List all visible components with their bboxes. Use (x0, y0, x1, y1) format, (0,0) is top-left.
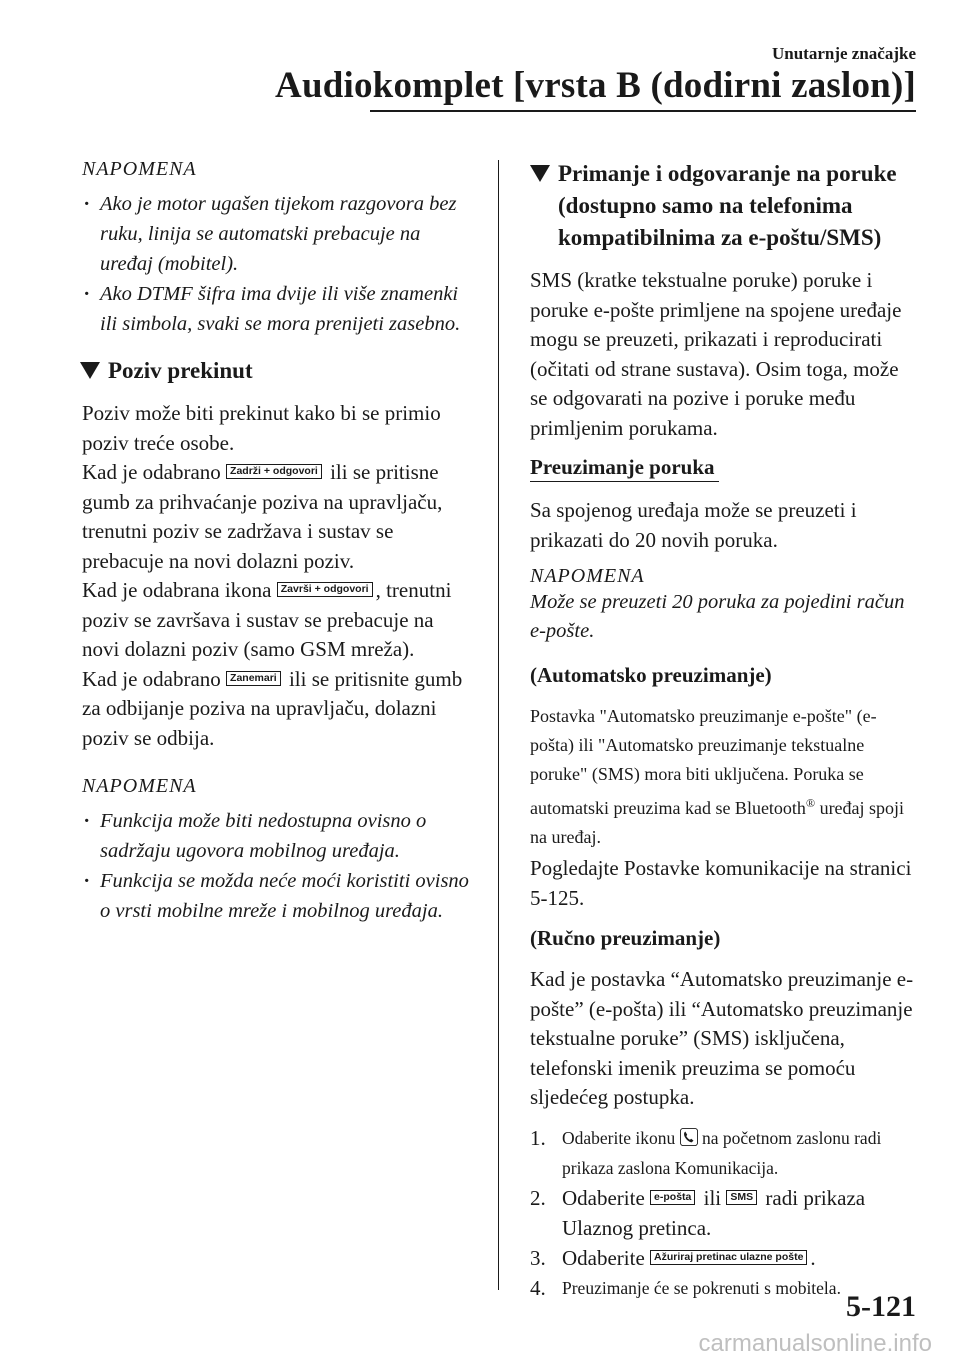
step-number: 4. (530, 1275, 546, 1300)
step-number: 2. (530, 1185, 546, 1210)
steps-list (530, 1123, 920, 1303)
subheading-download-messages: Preuzimanje poruka (530, 453, 719, 482)
paragraph: Sa spojenog uređaja može se preuzeti i prikazati do 20 novih poruka. (530, 498, 857, 552)
step-number: 3. (530, 1245, 546, 1270)
step-number: 1. (530, 1125, 546, 1150)
subheading-manual-download: (Ručno preuzimanje) (530, 926, 721, 950)
section-heading-text: Primanje i odgovaranje na poruke (dostupno samo na telefonima kompatibilnima za e-poštu/SMS) (558, 161, 897, 250)
step-item: 1. Odaberite ikonu na početnom zaslonu radi prikaza zaslona Komunikacija. (530, 1123, 920, 1183)
note-item: · Ako DTMF šifra ima dvije ili više znamenki ili simbola, svaki se mora prenijeti zasebno. (82, 279, 474, 339)
paragraph: Pogledajte Postavke komunikacije na stranici 5-125. (530, 856, 912, 910)
header-section-label: Unutarnje značajke (771, 44, 916, 63)
paragraph: SMS (kratke tekstualne poruke) poruke i poruke e-pošte primljene na spojene uređaje mogu se preuzeti, prikazati i reproducirati (očitati od strane sustava). Osim toga, može se odgovarati na pozive i poruke među primljenim porukama. (530, 268, 902, 440)
hold-answer-button-glyph: Zadrži + odgovori (226, 464, 322, 479)
step-item: 3. Odaberite Ažuriraj pretinac ulazne pošte . (530, 1243, 920, 1273)
triangle-down-icon (530, 165, 550, 182)
note-item: · Funkcija može biti nedostupna ovisno o sadržaju ugovora mobilnog uređaja. (82, 806, 474, 866)
email-button-glyph: e-pošta (650, 1190, 695, 1205)
watermark: carmanualsonline.info (698, 1330, 932, 1357)
note-label: NAPOMENA (530, 565, 645, 587)
subheading-automatic-download: (Automatsko preuzimanje) (530, 663, 772, 687)
paragraph: Poziv može biti prekinut kako bi se primio poziv treće osobe. (82, 401, 441, 455)
sms-button-glyph: SMS (726, 1190, 757, 1205)
section-heading-text: Poziv prekinut (108, 358, 253, 383)
note-list (82, 189, 474, 339)
note-text: Može se preuzeti 20 poruka za pojedini račun e-pošte. (530, 591, 905, 642)
update-inbox-button-glyph: Ažuriraj pretinac ulazne pošte (650, 1250, 807, 1265)
right-column (530, 158, 920, 1303)
triangle-down-icon (80, 362, 100, 379)
registered-mark: ® (805, 796, 816, 810)
note-item: · Ako je motor ugašen tijekom razgovora bez ruku, linija se automatski prebacuje na uređaj (mobitel). (82, 189, 474, 279)
note-label: NAPOMENA (82, 158, 197, 180)
page-number: 5-121 (846, 1290, 916, 1323)
page-title: Audiokomplet [vrsta B (dodirni zaslon)] (275, 65, 916, 106)
note-list (82, 806, 474, 926)
paragraph: Postavka "Automatsko preuzimanje e-pošte" (e-pošta) ili "Automatsko preuzimanje tekstualne poruke" (SMS) mora biti uključena. Poruka se automatski preuzima kad se Bluetooth® uređaj spoji na uređaj. (530, 706, 905, 847)
step-item: 2. Odaberite e-pošta ili SMS radi prikaza Ulaznog pretinca. (530, 1183, 920, 1243)
paragraph: Kad je odabrana ikona Završi + odgovori , trenutni poziv se završava i sustav se prebacuje na novi dolazni poziv (samo GSM mreža). (82, 578, 452, 661)
column-divider (498, 160, 499, 1290)
paragraph: Kad je odabrano Zadrži + odgovori ili se pritisne gumb za prihvaćanje poziva na upravljaču, trenutni poziv se zadržava i sustav se prebacuje na novi dolazni poziv. (82, 460, 443, 573)
paragraph: Kad je odabrano Zanemari ili se pritisnite gumb za odbijanje poziva na upravljaču, dolazni poziv se odbija. (82, 666, 463, 750)
end-answer-button-glyph: Završi + odgovori (277, 582, 373, 597)
left-column (82, 158, 474, 942)
ignore-button-glyph: Zanemari (226, 671, 281, 686)
paragraph: Kad je postavka “Automatsko preuzimanje e-pošte” (e-pošta) ili “Automatsko preuzimanje tekstualne poruke” (SMS) isključena, telefonski imenik preuzima se pomoću sljedećeg postupka. (530, 967, 914, 1109)
step-item: 4. Preuzimanje će se pokrenuti s mobitela. (530, 1273, 920, 1303)
section-heading-messages (530, 158, 920, 254)
phone-icon (680, 1128, 698, 1146)
note-item: · Funkcija se možda neće moći koristiti ovisno o vrsti mobilne mreže i mobilnog uređaja. (82, 866, 474, 926)
section-heading-call-interrupted (80, 355, 474, 387)
note-label: NAPOMENA (82, 775, 197, 797)
header-rule (370, 110, 916, 112)
